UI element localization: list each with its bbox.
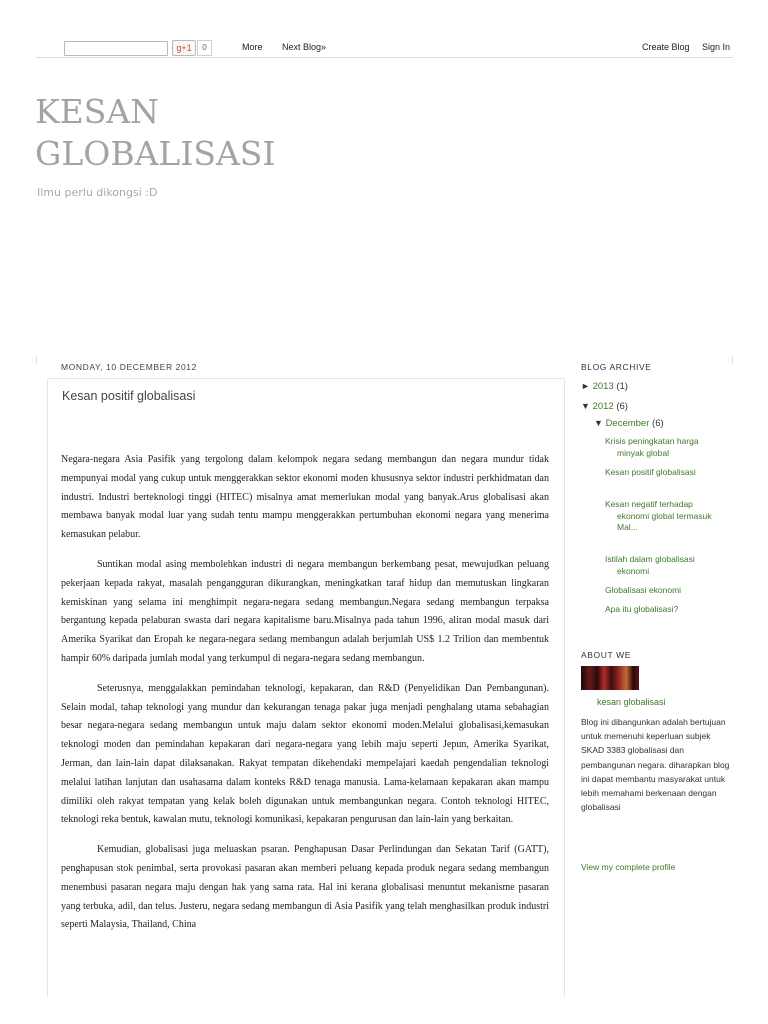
collapse-arrow-icon[interactable]: ▼ <box>594 418 603 428</box>
next-blog-link[interactable]: Next Blog» <box>282 42 327 52</box>
expand-arrow-icon[interactable]: ► <box>581 381 590 391</box>
about-description: Blog ini dibangunkan adalah bertujuan untuk memenuhi keperluan subjek SKAD 3383 globalisasi dan pembangunan negara. diharapkan blog ini dapat membantu masyarakat untuk lebih memahami berkenaan dengan globalisasi <box>581 717 730 813</box>
archive-year-link[interactable]: 2013 <box>592 381 614 392</box>
post-paragraph: Kemudian, globalisasi juga meluaskan psaran. Penghapusan Dasar Perlindungan dan Sekatan Tarif (GATT), penghapusan stok penimbal, serta provokasi pasaran akan memberi peluang kepada produk negara sedang membangun menembusi pasaran negara maju dengan hak yang sama rata. Hal ini kerana globalisasi menuntut mekanisme pasaran yang terbuka, adil, dan telus. Justeru, negara sedang membangun di Asia Pasifik yang telah menghasilkan produk industri seperti Malaysia, Thailand, China <box>61 844 549 931</box>
navbar-search-input[interactable] <box>64 41 168 56</box>
about-heading: ABOUT WE <box>581 650 631 660</box>
profile-photo[interactable] <box>581 666 639 690</box>
blog-title-line-1[interactable]: KESAN <box>35 92 160 131</box>
post-paragraph: Negara-negara Asia Pasifik yang tergolong dalam kelompok negara sedang membangun dan negara mundur tidak mempunyai modal yang cukup untuk menggerakkan sektor ekonomi moden khususnya sektor industri perkhidmatan dan industri. Industri berteknologi tinggi (HITEC) misalnya amat memerlukan modal yang banyak.Arus globalisasi akan membawa banyak modal luar yang sudah tentu mampu menggerakkan pertumbuhan ekonomi negara yang menerima kemasukan pelabur. <box>61 454 549 541</box>
post-body <box>61 451 549 946</box>
archive-year-2012[interactable] <box>581 401 628 412</box>
archive-count: (1) <box>616 381 628 392</box>
more-link[interactable]: More <box>242 42 263 52</box>
plus-one-count: 0 <box>197 40 212 56</box>
archive-month-link[interactable]: December <box>605 418 650 429</box>
profile-name-link[interactable]: kesan globalisasi <box>597 697 666 707</box>
archive-post-link[interactable]: Krisis peningkatan harga minyak global <box>605 436 699 458</box>
post-title[interactable]: Kesan positif globalisasi <box>62 389 196 403</box>
archive-post-link[interactable]: Kesan negatif terhadap ekonomi global termasuk Mal... <box>605 499 712 532</box>
create-blog-link[interactable]: Create Blog <box>642 42 690 52</box>
archive-post-link[interactable]: Istilah dalam globalisasi ekonomi <box>605 554 695 576</box>
archive-post-link[interactable]: Apa itu globalisasi? <box>605 604 679 614</box>
archive-count: (6) <box>616 401 628 412</box>
collapse-arrow-icon[interactable]: ▼ <box>581 401 590 411</box>
post-date-header: MONDAY, 10 DECEMBER 2012 <box>61 362 197 372</box>
post-paragraph: Seterusnya, menggalakkan pemindahan teknologi, kepakaran, dan R&D (Penyelidikan Dan Pembangunan). Selain modal, tahap teknologi yang mundur dan kekurangan tenaga pakar juga menjadi penghalang utama sebahagian besar negara-negara sedang membangun untuk maju dalam sektor ekonomi moden.Melalui globalisasi,kemasukan teknologi moden dan pemindahan kepakaran dari negara-negara yang lebih maju seperti Jepun, Amerika Syarikat, Jerman, dan lain-lain dapat dilaksanakan. Rakyat tempatan dikehendaki mempelajari kaedah pengendalian teknologi melalui latihan lanjutan dan usahasama dalam konteks R&D tenaga manusia. Lama-kelamaan kepakaran akan mampu dimiliki oleh rakyat tempatan yang kelak boleh digunakan untuk membangunkan negara. Contoh teknologi HITEC, teknologi reka bentuk, kawalan mutu, teknologi komunikasi, kepakaran pengurusan dan lain-lain yang berkaitan. <box>61 682 549 826</box>
blog-description: Ilmu perlu dikongsi :D <box>37 186 158 199</box>
view-profile-link[interactable]: View my complete profile <box>581 862 676 872</box>
google-plus-one-button[interactable]: g+1 <box>172 40 196 56</box>
post-paragraph: Suntikan modal asing membolehkan industri di negara membangun berkembang pesat, mewujudkan peluang pekerjaan kepada rakyat, masalah pengangguran dikurangkan, meningkatkan taraf hidup dan memutuskan lingkaran kemiskinan yang selama ini menghimpit negara-negara sedang membangun.Negara sedang membangun terpaksa bergantung kepada pelaburan swasta dari negara kapitalisme baru.Misalnya pada tahun 1996, aliran modal masuk dari Amerika Syarikat dan Eropah ke negara-negara sedang membangun adalah berjumlah US$ 1.2 Trilion dan membentuk hampir 60% daripada jumlah modal yang terkumpul di negara-negara sedang membangun. <box>61 558 549 664</box>
archive-count: (6) <box>652 418 664 429</box>
archive-month-december[interactable] <box>594 418 664 429</box>
archive-year-2013[interactable] <box>581 381 628 392</box>
column-divider-tick <box>36 356 37 364</box>
blog-title[interactable] <box>35 91 335 175</box>
archive-post-link[interactable]: Kesan positif globalisasi <box>605 467 696 477</box>
blog-archive-heading: BLOG ARCHIVE <box>581 362 652 372</box>
column-divider-tick <box>732 356 733 364</box>
archive-post-link[interactable]: Globalisasi ekonomi <box>605 585 682 595</box>
blogger-navbar <box>36 36 733 58</box>
blog-title-line-2[interactable]: GLOBALISASI <box>35 134 276 173</box>
sign-in-link[interactable]: Sign In <box>702 42 731 52</box>
archive-year-link[interactable]: 2012 <box>592 401 614 412</box>
